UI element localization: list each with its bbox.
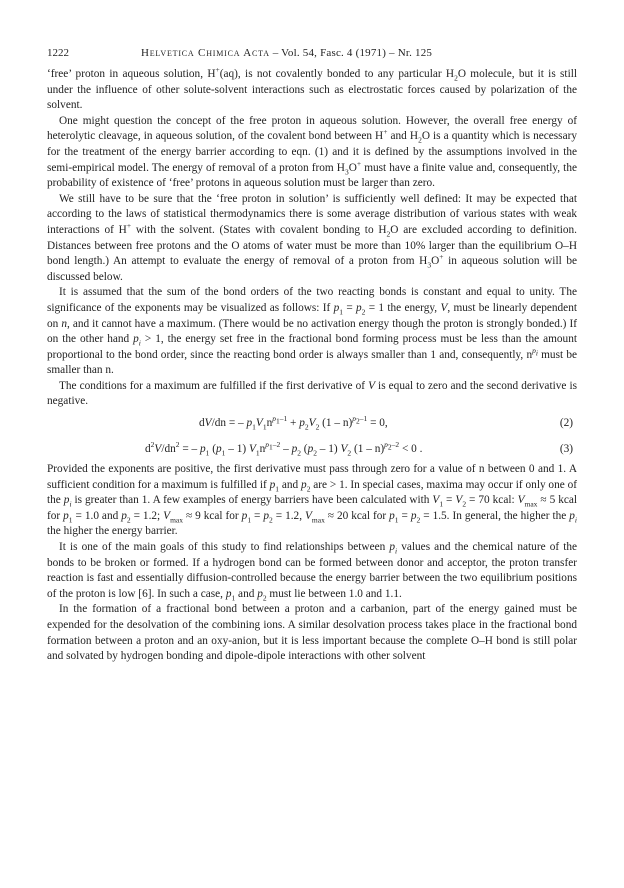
- journal-name: Helvetica Chimica Acta: [141, 47, 270, 59]
- equation-body: $d^2V/dn^2$ = – $p_1$ $(p_1 - 1)$ $V_1n^{p_1-2} - p_2$ $(p_2 - 1)$ $V_2$ (1 – n)$^{p_2-2}$ < 0 .: [145, 440, 423, 458]
- paragraph: We still have to be sure that the ‘free proton in solution’ is sufficiently well defined: It may be expected that according to the laws of statistical thermodynamics there is some average distribution of various states with weak interactions of H+ with the solvent. (States with covalent bonding to $H_2O$ are excluded according to definition. Distances between free protons and the O atoms of water must be more than 10% larger than the equilibrium O–H bond length.) An attempt to evaluate the energy of removal of a proton from $H_3O^+$ in aqueous solution will be discussed below.: [47, 192, 577, 283]
- running-header: [47, 46, 577, 60]
- paragraph: ‘free’ proton in aqueous solution, H+(aq), is not covalently bonded to any particular $H_2O$ molecule, but it is still under the influence of other solute-solvent interactions such as electrostatic forces caused by polarization of the solvent.: [47, 65, 577, 112]
- running-head: [141, 46, 432, 60]
- paragraph: Provided the exponents are positive, the first derivative must pass through zero for a value of n between 0 and 1. A sufficient condition for a maximum is fulfilled if $p_1$ and $p_2$ are > 1. In special cases, maxima may occur if only one of the $p_i$ is greater than 1. A few examples of energy barriers have been calculated with $V_1 = V_2 = 70$ kcal: $V_{max} \approx 5$ kcal for $p_1 = 1.0$ and $p_2 = 1.2$; $V_{max} \approx 9$ kcal for $p_1 = p_2 = 1.2$, $V_{max} \approx 20$ kcal for $p_1 = p_2 = 1.5$. In general, the higher the $p_i$ the higher the energy barrier.: [47, 463, 578, 538]
- equation-number: (2): [559, 417, 573, 430]
- paragraph: The conditions for a maximum are fulfilled if the first derivative of V is equal to zero and the second derivative is negative.: [47, 379, 577, 408]
- equation-2: [47, 410, 577, 436]
- paragraph: It is one of the main goals of this study to find relationships between $p_i$ values and the chemical nature of the bonds to be broken or formed. If a hydrogen bond can be formed between donor and acceptor, the proton transfer reaction is fast and essentially diffusion-controlled because the energy barrier between the two equilibrium positions of the proton is low [6]. In such a case, $p_1$ and $p_2$ must lie between 1.0 and 1.1.: [47, 541, 578, 603]
- page-number: 1222: [47, 47, 69, 59]
- journal-details: – Vol. 54, Fasc. 4 (1971) – Nr. 125: [272, 47, 433, 59]
- article-body: [47, 67, 577, 665]
- equation-3: [47, 436, 577, 462]
- paragraph: In the formation of a fractional bond between a proton and a carbanion, part of the energy gained must be expended for the desolvation of the combining ions. A similar desolvation process takes place in the fractional bond formation between a proton and an oxy-anion, but it is less important because the complete O–H bond is still polar and solvated by hydrogen bonding and dipole-dipole interactions with other solvent: [47, 603, 577, 663]
- paragraph: It is assumed that the sum of the bond orders of the two reacting bonds is constant and equal to unity. The significance of the exponents may be visualized as follows: If $p_1 = p_2 = 1$ the energy, V, must be linearly dependent on n, and it cannot have a maximum. (There would be no activation energy though the proton is strongly bonded.) If on the other hand $p_i > 1$, the energy set free in the fractional bond forming process must be less than the amount proportional to the bond order, since the reacting bond order is always smaller than 1 and, consequently, $n^{p_i}$ must be smaller than n.: [47, 286, 577, 377]
- paragraph: One might question the concept of the free proton in aqueous solution. However, the overall free energy of heterolytic cleavage, in aqueous solution, of the covalent bond between H+ and $H_2O$ is a quantity which is necessary for the treatment of the energy barrier according to eqn. (1) and it is defined by the assumptions involved in the semi-empirical model. The energy of removal of a proton from $H_3O^+$ must have a finite value and, consequently, the probability of existence of ‘free’ protons in aqueous solution must be larger than zero.: [47, 114, 577, 190]
- equation-number: (3): [559, 443, 573, 456]
- equation-body: dV/dn = – $p_1V_1n^{p_1-1} + p_2V_2$ (1 – n)$^{p_2-1}$ = 0,: [199, 414, 388, 432]
